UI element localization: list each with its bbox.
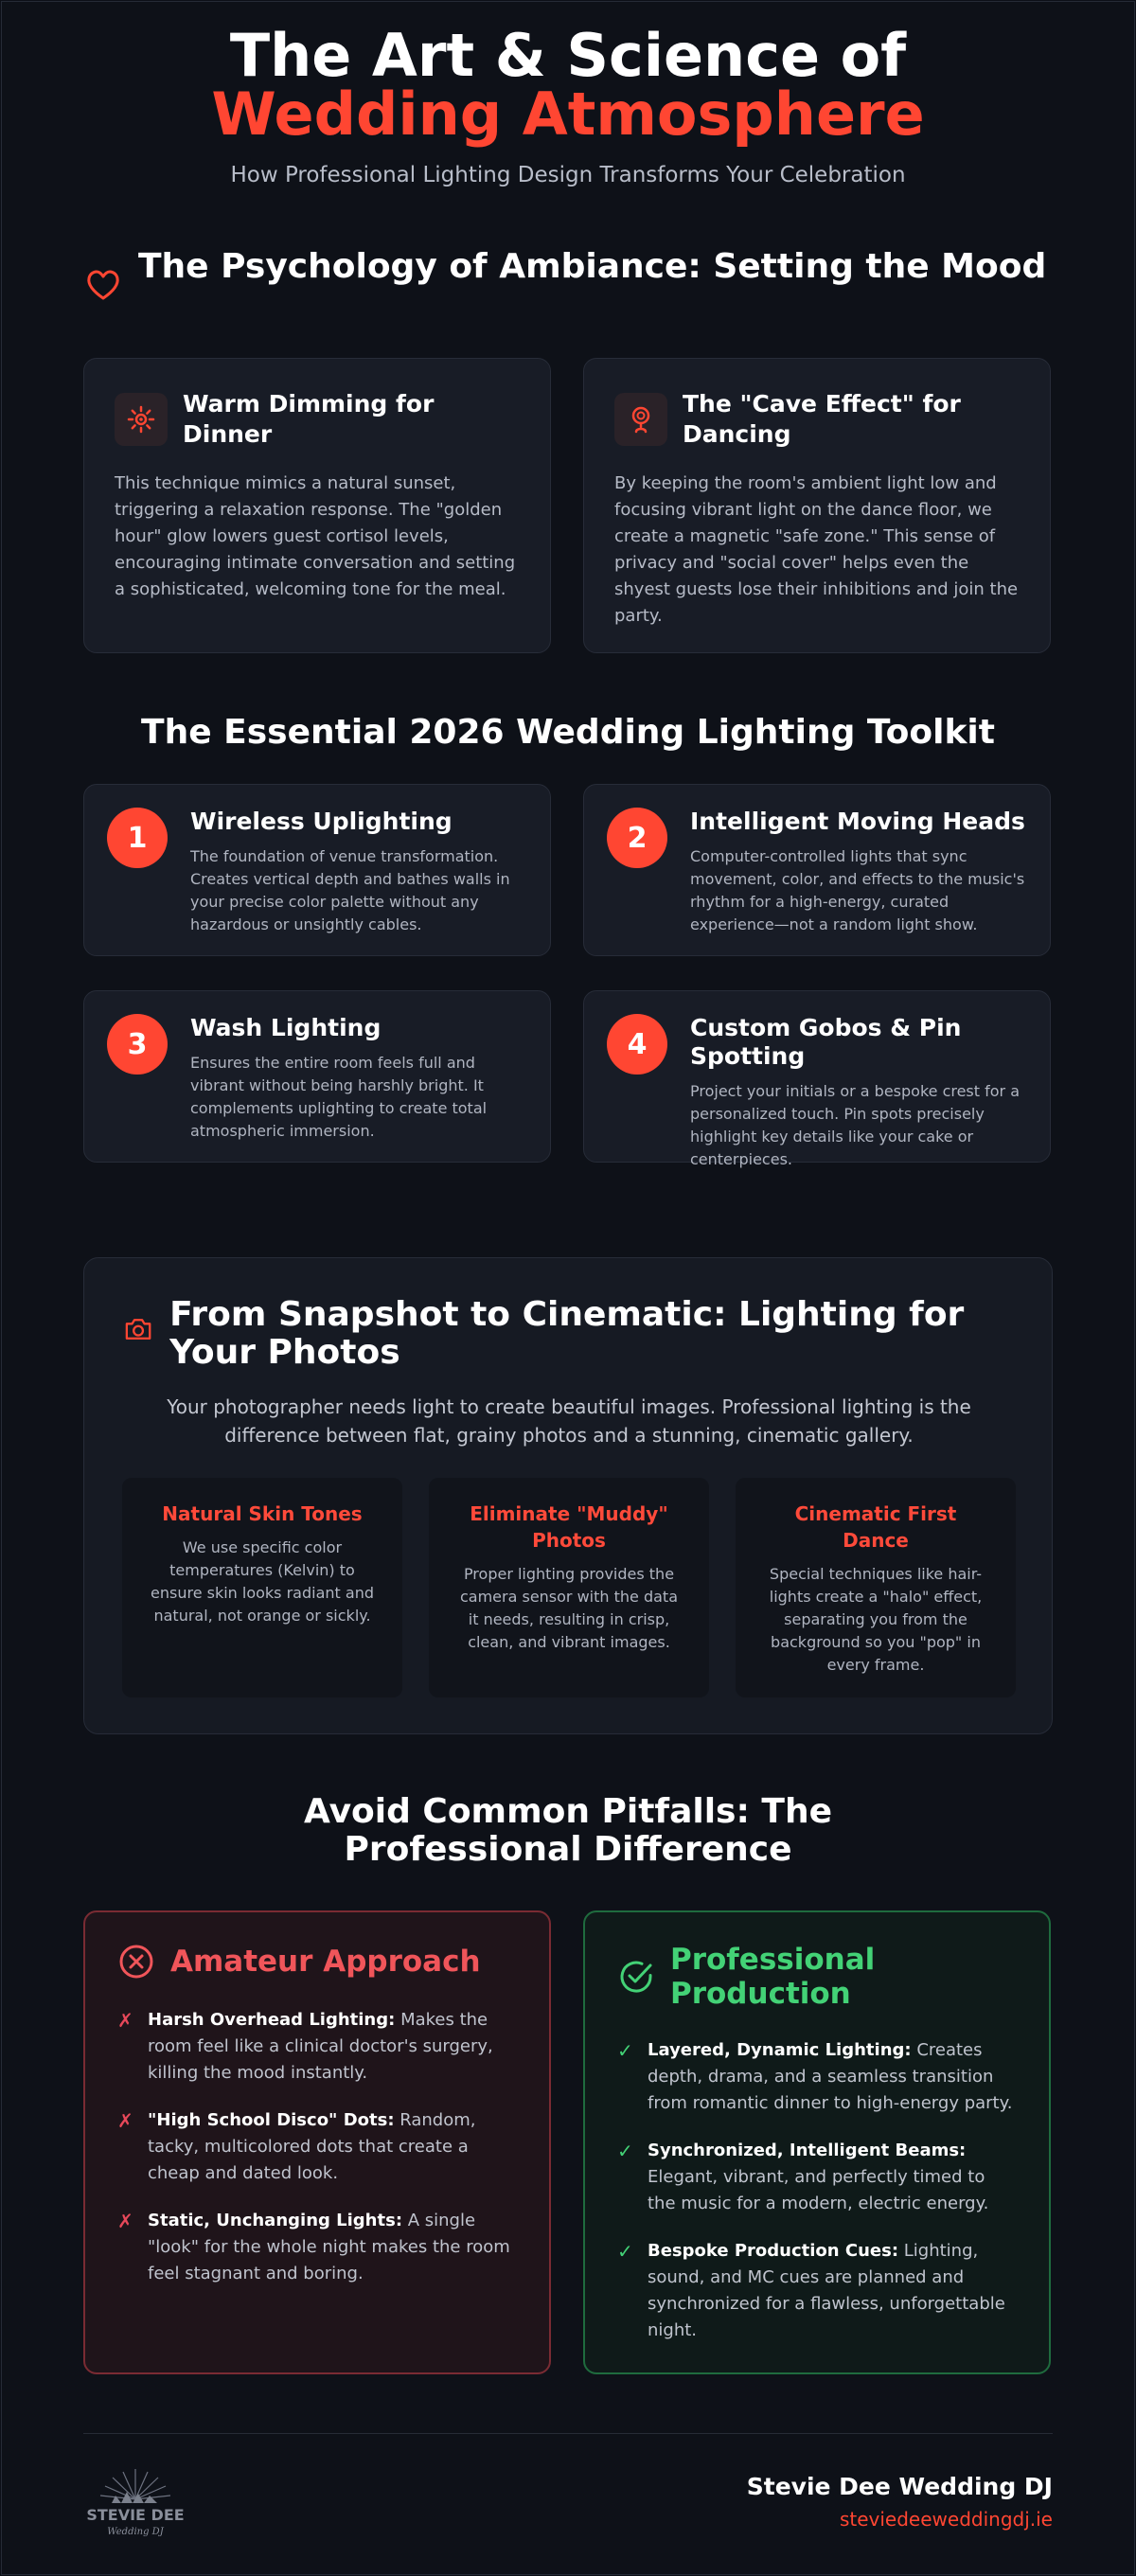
item-bold: Layered, Dynamic Lighting: xyxy=(648,2040,912,2060)
pitfalls-heading: Avoid Common Pitfalls: The Professional Difference xyxy=(303,1792,833,1869)
card-icon-box xyxy=(614,393,667,446)
check-circle-icon xyxy=(617,1958,655,1996)
item-text: A single "look" for the whole night makes the room feel stagnant and boring. xyxy=(148,2211,510,2283)
card-text: By keeping the room's ambient light low and focusing vibrant light on the dance floor, we create a magnetic "safe zone." This sense of privacy and "social cover" helps even the shyest guests lose their inhibitions and join the party. xyxy=(614,473,1019,626)
stevie-dee-logo xyxy=(83,2461,187,2543)
item-bold: Synchronized, Intelligent Beams: xyxy=(648,2141,967,2160)
amateur-list xyxy=(117,2007,517,2287)
item-text: Ensures the entire room feels full and vibrant without being harshly bright. It complements uplighting to create total atmospheric immersion. xyxy=(190,1054,488,1140)
item-bold: Bespoke Production Cues: xyxy=(648,2241,899,2261)
toolkit-item-wash xyxy=(83,990,551,1163)
item-text: Creates depth, drama, and a seamless transition from romantic dinner to high-energy party. xyxy=(648,2040,1013,2113)
title-accent: Wedding Atmosphere xyxy=(211,80,925,149)
photo-card-skin-tones xyxy=(122,1478,402,1697)
photo-card-title: Natural Skin Tones xyxy=(162,1502,363,1525)
professional-production-panel xyxy=(583,1910,1051,2374)
item-bold: Harsh Overhead Lighting: xyxy=(148,2010,396,2030)
toolkit-heading: The Essential 2026 Wedding Lighting Toolkit xyxy=(141,713,995,752)
item-title: Custom Gobos & Pin Spotting xyxy=(690,1014,962,1070)
item-title: Wash Lighting xyxy=(190,1014,382,1041)
toolkit-item-gobos xyxy=(583,990,1051,1168)
item-text: The foundation of venue transformation. Creates vertical depth and bathes walls in your precise color palette without any hazardous or unsightly cables. xyxy=(190,847,510,933)
list-item xyxy=(117,2208,517,2287)
item-text: Project your initials or a bespoke crest for a personalized touch. Pin spots precisely highlight key details like your cake or centerpieces. xyxy=(690,1082,1021,1168)
section-title: From Snapshot to Cinematic: Lighting for Your Photos xyxy=(169,1295,965,1372)
card-title: Warm Dimming for Dinner xyxy=(183,390,435,448)
item-title: Intelligent Moving Heads xyxy=(690,808,1025,835)
page-title xyxy=(83,21,1053,149)
psychology-heading xyxy=(83,248,1053,305)
title-main: The Art & Science of xyxy=(229,21,907,90)
item-text: Makes the room feel like a clinical doctor's surgery, killing the mood instantly. xyxy=(148,2010,493,2083)
item-text: Random, tacky, multicolored dots that create a cheap and dated look. xyxy=(148,2110,476,2183)
check-icon: ✓ xyxy=(617,2240,633,2263)
toolkit-item-moving-heads xyxy=(583,784,1051,956)
heart-icon xyxy=(83,265,123,305)
photos-heading xyxy=(122,1296,1012,1372)
item-text: Computer-controlled lights that sync movement, color, and effects to the music's rhythm for a high-energy, curated experience—not a random light show. xyxy=(690,847,1025,933)
photo-card-muddy-photos xyxy=(429,1478,709,1697)
photos-section xyxy=(83,1257,1053,1734)
page-subtitle: How Professional Lighting Design Transforms Your Celebration xyxy=(230,163,906,187)
mood-card-dinner xyxy=(83,358,551,653)
item-title: Wireless Uplighting xyxy=(190,808,453,835)
check-icon: ✓ xyxy=(617,2140,633,2162)
footer-brand xyxy=(747,2473,1053,2531)
photos-intro: Your photographer needs light to create beautiful images. Professional lighting is the difference between flat, grainy photos and a stunning, cinematic gallery. xyxy=(167,1395,971,1447)
item-number-badge: 1 xyxy=(107,808,168,868)
photo-card-text: Proper lighting provides the camera sensor with the data it needs, resulting in crisp, clean, and vibrant images. xyxy=(459,1565,679,1651)
item-number-badge: 2 xyxy=(607,808,667,868)
photo-card-text: Special techniques like hair-lights create a "halo" effect, separating you from the background so you "pop" in every frame. xyxy=(769,1565,983,1674)
disco-ball-icon xyxy=(626,404,656,435)
item-number-badge: 4 xyxy=(607,1014,667,1075)
item-text: Elegant, vibrant, and perfectly timed to the music for a modern, electric energy. xyxy=(648,2167,989,2213)
list-item xyxy=(617,2138,1017,2217)
item-text: Lighting, sound, and MC cues are planned and synchronized for a flawless, unforgettable night. xyxy=(648,2241,1005,2340)
photo-card-title: Cinematic First Dance xyxy=(794,1502,957,1552)
card-text: This technique mimics a natural sunset, triggering a relaxation response. The "golden hour" glow lowers guest cortisol levels, encouraging intimate conversation and setting a sophisticated, welcoming tone for the meal. xyxy=(115,473,516,599)
cross-icon: ✗ xyxy=(117,2009,133,2032)
panel-title: Amateur Approach xyxy=(170,1945,481,1979)
photo-card-title: Eliminate "Muddy" Photos xyxy=(470,1502,668,1552)
section-title: The Psychology of Ambiance: Setting the Mood xyxy=(138,247,1047,286)
amateur-approach-panel xyxy=(83,1910,551,2374)
photo-card-text: We use specific color temperatures (Kelvin) to ensure skin looks radiant and natural, not orange or sickly. xyxy=(151,1538,374,1625)
photo-card-first-dance xyxy=(736,1478,1016,1697)
item-bold: "High School Disco" Dots: xyxy=(148,2110,395,2130)
list-item xyxy=(617,2037,1017,2117)
list-item xyxy=(117,2007,517,2087)
cross-icon: ✗ xyxy=(117,2109,133,2132)
card-title: The "Cave Effect" for Dancing xyxy=(683,390,961,448)
logo-script: Wedding DJ xyxy=(107,2527,164,2537)
logo-text: STEVIE DEE xyxy=(86,2506,185,2524)
panel-title: Professional Production xyxy=(670,1943,876,2011)
check-icon: ✓ xyxy=(617,2039,633,2062)
toolkit-item-uplighting xyxy=(83,784,551,956)
list-item xyxy=(617,2238,1017,2344)
footer-divider xyxy=(83,2433,1053,2434)
item-bold: Static, Unchanging Lights: xyxy=(148,2211,403,2230)
sun-icon xyxy=(126,404,156,435)
cross-icon: ✗ xyxy=(117,2210,133,2232)
camera-icon xyxy=(122,1309,154,1349)
professional-list xyxy=(617,2037,1017,2344)
item-number-badge: 3 xyxy=(107,1014,168,1075)
mood-card-dancing xyxy=(583,358,1051,653)
x-circle-icon xyxy=(117,1943,155,1981)
card-icon-box xyxy=(115,393,168,446)
brand-url-link[interactable]: steviedeeweddingdj.ie xyxy=(839,2508,1053,2531)
brand-name: Stevie Dee Wedding DJ xyxy=(746,2473,1053,2500)
list-item xyxy=(117,2107,517,2187)
